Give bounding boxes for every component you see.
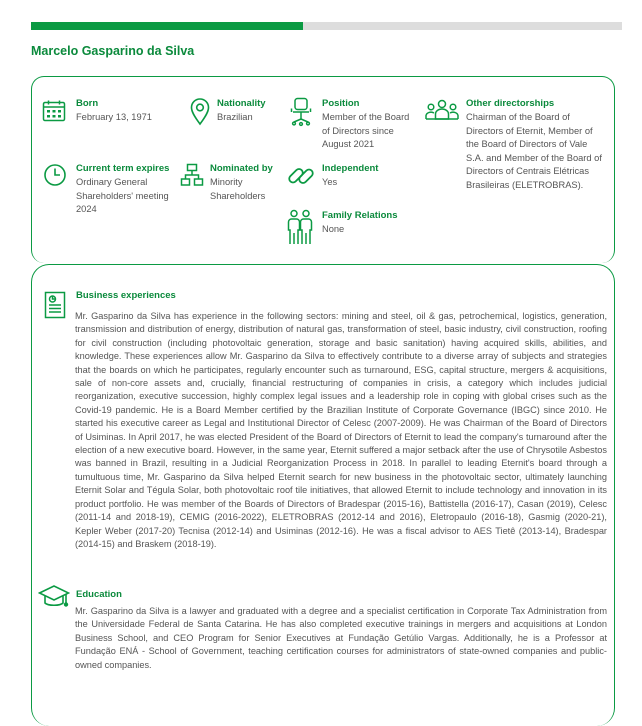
top-rule-accent <box>31 22 303 30</box>
calendar-icon <box>42 99 66 123</box>
people-group-icon <box>425 99 459 121</box>
business-experiences-text: Mr. Gasparino da Silva has experience in the following sectors: mining and steel, oil & gas, petrochemical, logistics, generation, transmission and distribution of energy, distribution of natural gas, transformation of steel, basic industry, civil construction, roofing for civil construction (including photovoltaic generation, storage and basic sanitation) having acquired skills, abilities, and knowledge. These experiences allow Mr. Gasparino da Silva to effectively contribute to a diverse array of subjects and strategies that the boards on which he participates, regularly encounter such as turnaround, ESG, capital structure, mergers & acquisitions, sale of non-core assets and, crucially, financial restructuring of companies in crisis, a category which includes judicial reorganization, executive succession, highly complex legal issues and a leadership role in coping with global crises such as the Covid-19 pandemic. He is a Board Member certified by the Brazilian Institute of Corporate Governance (IBGC) since 2010. He started his executive career as Legal and Institutional Director of Celesc (2007-2009). He was Chairman of the Board of Directors of Usiminas. In April 2017, he was elected President of the Board of Directors of Eternit to lead the company's turnaround after the election of a new executive board. However, in the same year, Eternit suffered a major setback after the use of Chrysotile Asbestos was banned in Brazil, resulting in a Judicial Reorganization Process in 2018. In parallel to leading Eternit's board through a tumultuous time, Mr. Gasparino da Silva helped Eternit search for new business in the photovoltaic sector, ultimately launching Eternit Solar and Tégula Solar, both photovoltaic roof tile initiatives, that allowed Eternit to include technology and innovation in its product portfolio. He was member of the Boards of Directors of Bradespar (2015-16), Battistella (2016-17), Casan (2019), Celesc (2011-14 and 2018-19), CEMIG (2016-2022), ELETROBRAS (2012-14 and 2016), Eletropaulo (2016-18), Gasmig (2020-21), Kepler Weber (2017-20) Tecnisa (2012-14) and Usiminas (2012-16). He was a fiscal advisor to AES Tietê (2013-14), Bradespar (2014-15) and Braskem (2018-19). <box>75 311 607 549</box>
current-term-value: Ordinary General Shareholders' meeting 2024 <box>76 177 169 215</box>
family-relations-value: None <box>322 224 345 234</box>
other-directorships-value: Chairman of the Board of Directors of Eternit, Member of the Board of Directors of Vale S.A. and Member of the Board of Directors of Centrais Elétricas Brasileiras (ELETROBRAS). <box>466 112 602 190</box>
page-title: Marcelo Gasparino da Silva <box>31 44 195 58</box>
family-relations-label: Family Relations <box>322 210 398 221</box>
nominated-by-value: Minority Shareholders <box>210 177 266 201</box>
position-label: Position <box>322 98 360 109</box>
independent-value: Yes <box>322 177 338 187</box>
born-label: Born <box>76 98 99 109</box>
nationality-label: Nationality <box>217 98 266 109</box>
born-value: February 13, 1971 <box>76 112 152 122</box>
education-text: Mr. Gasparino da Silva is a lawyer and graduated with a degree and a specialist certification in Corporate Tax Administration from the Universidade Federal de Santa Catarina. He has also completed executive trainings in mergers and acquisitions at London Business School, and CEO Program for Senior Executives at Fundação Getúlio Vargas. Additionally, he is a Professor at Fundação ENÁ - School of Government, teaching certification courses for administrators of state-owned companies and public-owned companies. <box>75 606 607 670</box>
graduation-cap-icon <box>38 584 70 610</box>
top-rule <box>31 22 622 30</box>
org-chart-icon <box>180 163 204 187</box>
other-directorships-label: Other directorships <box>466 98 555 109</box>
position-value: Member of the Board of Directors since August 2021 <box>322 112 410 150</box>
education-title: Education <box>76 589 122 600</box>
independent-label: Independent <box>322 163 379 174</box>
family-icon <box>287 209 313 245</box>
document-icon <box>44 291 66 319</box>
location-pin-icon <box>190 98 210 126</box>
chain-link-icon <box>287 162 315 190</box>
business-experiences-title: Business experiences <box>76 290 176 301</box>
current-term-label: Current term expires <box>76 163 170 174</box>
clock-icon <box>43 163 67 187</box>
office-chair-icon <box>290 97 312 127</box>
nationality-value: Brazilian <box>217 112 253 122</box>
nominated-by-label: Nominated by <box>210 163 273 174</box>
